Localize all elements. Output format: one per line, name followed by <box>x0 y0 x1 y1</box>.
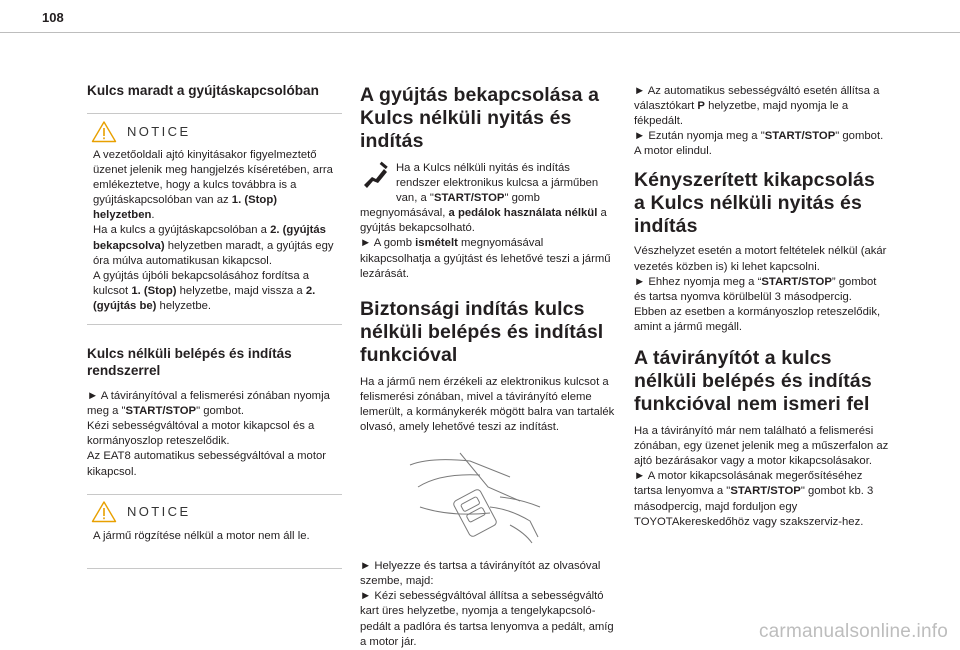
bold-run: a pedálok használata nélkül <box>448 207 598 220</box>
warning-icon <box>89 120 119 143</box>
notice-text <box>87 148 342 324</box>
notice-text: A jármű rögzítése nélkül a motor nem áll le. <box>93 529 310 542</box>
text-run: helyzetbe, majd nyomja le a fékpedált. <box>634 100 849 128</box>
text-run: A vezetőoldali ajtó kinyitásakor figyelmeztető üzenet jelenik meg hangjelzés kíséretében, arra emlékeztetve, hogy a kulcs továbbra is a gyújtáskapcsolóban van az <box>93 149 333 207</box>
bold-run: START/STOP <box>125 405 197 418</box>
notice-header <box>87 495 342 529</box>
text-run: ► A távirányítóval a felismerési zónában nyomja meg a " <box>87 390 330 418</box>
notice-title: NOTICE <box>127 504 191 520</box>
paragraph-hold-remote: ► Helyezze és tartsa a távirányítót az olvasóval szembe, majd: <box>360 560 601 588</box>
column-middle <box>360 84 615 650</box>
paragraph-emergency: Vészhelyzet esetén a motort feltételek nélkül (akár vezetés közben is) ki lehet kapcsolni. <box>634 245 887 273</box>
heading-remote-not-recognized: A távirányítót a kulcs nélküli belépés és indítás funkcióval nem ismeri fel <box>634 347 872 416</box>
bold-run: START/STOP <box>764 130 836 143</box>
text-run: helyzetbe. <box>156 299 212 312</box>
top-rule <box>0 32 960 33</box>
text-run: " gombot kb. 3 másodpercig, majd forduljon egy TOYOTAkereskedőhöz vagy szakszerviz-hez. <box>634 485 874 528</box>
column-right <box>634 84 889 530</box>
bold-run: P <box>697 100 705 113</box>
bold-run: 2. (gyújtás be) <box>93 284 316 312</box>
text-run: " gombot. <box>835 130 884 143</box>
text-run: Ha a kulcs a gyújtáskapcsolóban a <box>93 224 271 237</box>
text-run: ” gombot és tartsa nyomva körülbelül 3 másodpercig. <box>634 275 877 303</box>
text-run: ► Ezután nyomja meg a " <box>634 130 765 143</box>
text-run: Ha a Kulcs nélküli nyitás és indítás rendszer elektronikus kulcsa a járműben van, a " <box>396 162 599 205</box>
foot-press-icon <box>360 161 390 191</box>
text-run: A gyújtás újbóli bekapcsolásához fordítsa a kulcsot <box>93 269 310 297</box>
heading-keyless-system: Kulcs nélküli belépés és indítás rendszerrel <box>87 346 292 379</box>
backup-reader-illustration <box>360 447 615 547</box>
text-run: a gyújtás bekapcsolható. <box>360 207 607 235</box>
text-run: " gomb megnyomásával, <box>360 192 540 220</box>
heading-forced-shutdown: Kényszerített kikapcsolás a Kulcs nélküli nyitás és indítás <box>634 169 875 238</box>
heading-ignition-on-keyless: A gyújtás bekapcsolása a Kulcs nélküli nyitás és indítás <box>360 84 600 152</box>
bold-run: START/STOP <box>433 192 505 205</box>
notice-title: NOTICE <box>127 123 191 139</box>
text-run: ► Ehhez nyomja meg a “ <box>634 275 762 288</box>
paragraph-remote-missing: Ha a távirányító már nem található a felismerési zónában, egy üzenet jelenik meg a műszerfalon az ajtó bezárásakor vagy a motor kikapcsolásakor. <box>634 425 889 468</box>
watermark: carmanualsonline.info <box>758 621 948 642</box>
paragraph-confirm-shutdown <box>634 469 889 529</box>
bold-run: 1. (Stop) helyzetben <box>93 194 277 222</box>
text-run: helyzetben maradt, a gyújtás egy óra múlva automatikusan kikapcsol. <box>93 239 334 267</box>
notice-box-1 <box>87 113 342 325</box>
page-number: 108 <box>42 10 64 25</box>
bold-run: ismételt <box>415 237 458 250</box>
text-run: " gombot. <box>196 405 245 418</box>
paragraph-ignition-on <box>360 161 615 282</box>
bold-run: 1. (Stop) <box>131 284 177 297</box>
bold-run: 2. (gyújtás bekapcsolva) <box>93 224 326 252</box>
text-run: A motor elindul. <box>634 145 712 158</box>
text-run: ► A gomb <box>360 237 416 250</box>
heading-backup-start: Biztonsági indítás kulcs nélküli belépés és indításl funkcióval <box>360 297 604 366</box>
text-run: Kézi sebességváltóval a motor kikapcsol és a kormányoszlop reteszelődik. <box>87 420 315 448</box>
column-left <box>87 82 342 569</box>
text-run: Az EAT8 automatikus sebességváltóval a motor kikapcsol. <box>87 450 327 478</box>
paragraph-manual-gearbox: ► Kézi sebességváltóval állítsa a sebességváltó kart üres helyzetbe, nyomja a tengelykapcsoló-pedált a padlóra és tartsa lenyomva a pedált, amíg a motor jár. <box>360 590 614 648</box>
text-run: ► A motor kikapcsolásának megerősítéséhez tartsa lenyomva a " <box>634 470 863 498</box>
paragraph-press-hold <box>634 275 889 305</box>
paragraph-keyless-stop <box>87 389 342 480</box>
paragraph-backup-reader: Ha a jármű nem érzékeli az elektronikus kulcsot a felismerési zónában, mivel a távirányító eleme lemerült, a kormánykerék mögött balra van tartalék olvasó, amely lehetővé teszi az indítást. <box>360 375 615 434</box>
text-run: megnyomásával kikapcsolhatja a gyújtást és lehetővé teszi a jármű lezárását. <box>360 237 611 280</box>
bold-run: START/STOP <box>761 275 832 288</box>
text-run: helyzetbe, majd vissza a <box>176 284 306 297</box>
warning-icon <box>89 500 119 523</box>
bold-run: START/STOP <box>730 485 801 498</box>
notice-box-2 <box>87 494 342 569</box>
text-run: ► Az automatikus sebességváltó esetén állítsa a választókart <box>634 85 880 113</box>
text-run: . <box>151 209 155 222</box>
heading-key-left-in-ignition: Kulcs maradt a gyújtáskapcsolóban <box>87 83 319 98</box>
notice-header <box>87 114 342 148</box>
paragraph-column-lock: Ebben az esetben a kormányoszlop reteszelődik, amint a jármű megáll. <box>634 305 881 333</box>
paragraph-auto-gearbox <box>634 84 889 159</box>
